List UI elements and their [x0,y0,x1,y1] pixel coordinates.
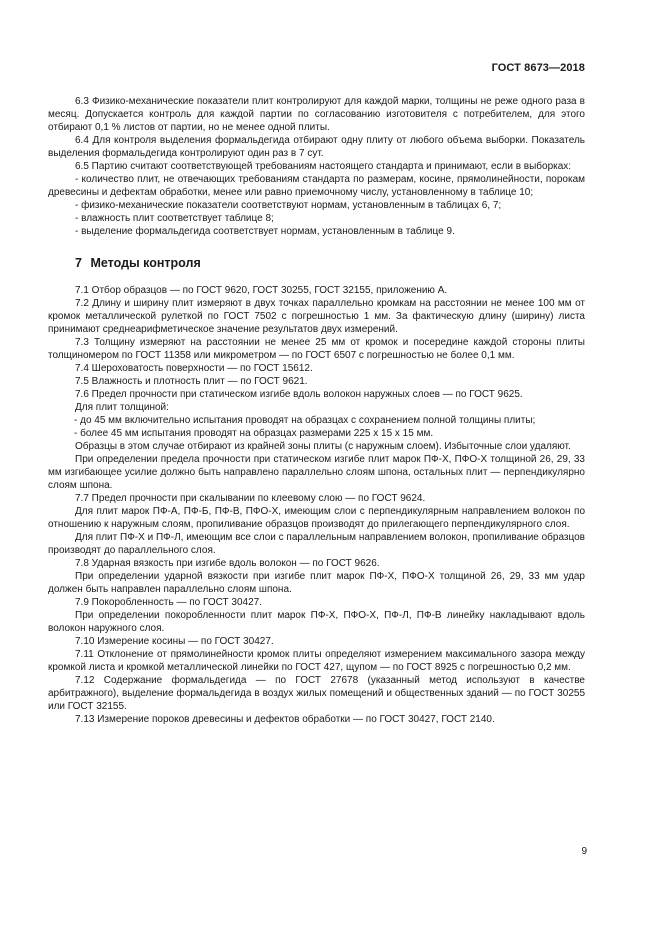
section-title: Методы контроля [90,256,201,270]
paragraph: 7.6 Предел прочности при статическом изгибе вдоль волокон наружных слоев — по ГОСТ 9625. [75,389,523,400]
paragraph: 7.7 Предел прочности при скалывании по клеевому слою — по ГОСТ 9624. [75,493,426,504]
section-number: 7 [75,256,82,270]
list-item: - влажность плит соответствует таблице 8; [75,213,274,224]
document-body [48,95,585,726]
paragraph: 6.4 Для контроля выделения формальдегида отбирают одну плиту от любого объема выборки. Показатель выделения формальдегида контролируют один раз в 7 сут. [48,135,585,159]
paragraph: 6.5 Партию считают соответствующей требованиям настоящего стандарта и принимают, если в выборках: [75,161,572,172]
paragraph: 7.12 Содержание формальдегида — по ГОСТ 27678 (указанный метод используют в качестве арбитражного), выделение формальдегида в воздух жилых помещений и общественных зданий — по ГОСТ 30255 или ГОСТ 32155. [48,675,585,712]
paragraph: 7.2 Длину и ширину плит измеряют в двух точках параллельно кромкам на расстоянии не менее 100 мм от кромок металлической рулеткой по ГОСТ 7502 с погрешностью 1 мм. За фактическую длину (ширину) листа принимают среднеарифметическое значение результатов двух измерений. [48,298,585,335]
list-item: - более 45 мм испытания проводят на образцах размерами 225 х 15 х 15 мм. [74,428,434,439]
paragraph: Для плит толщиной: [75,402,169,413]
list-item: - количество плит, не отвечающих требованиям стандарта по размерам, косине, прямолинейности, порокам древесины и дефектам обработки, менее или равно приемочному числу, установленному в таблице 10; [48,174,585,198]
paragraph: 7.8 Ударная вязкость при изгибе вдоль волокон — по ГОСТ 9626. [75,558,380,569]
paragraph: Образцы в этом случае отбирают из крайней зоны плиты (с наружным слоем). Избыточные слои удаляют. [75,441,571,452]
list-item: - до 45 мм включительно испытания проводят на образцах с сохранением полной толщины плиты; [74,415,536,426]
paragraph: При определении покоробленности плит марок ПФ-Х, ПФО-Х, ПФ-Л, ПФ-В линейку накладывают вдоль волокон наружного слоя. [48,610,585,634]
paragraph: При определении ударной вязкости при изгибе плит марок ПФ-Х, ПФО-Х толщиной 26, 29, 33 мм удар должен быть направлен параллельно слоям шпона. [48,571,585,595]
page-number: 9 [581,846,587,857]
paragraph: 7.4 Шероховатость поверхности — по ГОСТ 15612. [75,363,313,374]
section-heading [75,257,585,270]
paragraph: 6.3 Физико-механические показатели плит контролируют для каждой марки, толщины не реже одного раза в месяц. Допускается контроль для каждой партии по согласованию изготовителя с потребителем, для этого отбирают 0,1 % листов от партии, но не менее одной плиты. [48,96,585,133]
paragraph: Для плит ПФ-Х и ПФ-Л, имеющим все слои с параллельным направлением волокон, пропиливание образцов производят до параллельного слоя. [48,532,585,556]
paragraph: 7.1 Отбор образцов — по ГОСТ 9620, ГОСТ 30255, ГОСТ 32155, приложению А. [75,285,448,296]
paragraph: 7.9 Покоробленность — по ГОСТ 30427. [75,597,262,608]
paragraph: 7.11 Отклонение от прямолинейности кромок плиты определяют измерением максимального зазора между кромкой листа и кромкой металлической линейки по ГОСТ 427, щупом — по ГОСТ 8925 с погрешностью 0,2 мм. [48,649,585,673]
paragraph: 7.10 Измерение косины — по ГОСТ 30427. [75,636,274,647]
paragraph: 7.3 Толщину измеряют на расстоянии не менее 25 мм от кромок и посередине каждой стороны плиты толщиномером по ГОСТ 11358 или микрометром — по ГОСТ 6507 с погрешностью не более 0,1 мм. [48,337,585,361]
paragraph: Для плит марок ПФ-А, ПФ-Б, ПФ-В, ПФО-Х, имеющим слои с перпендикулярным направлением волокон по отношению к наружным слоям, пропиливание образцов производят до прилегающего перпендикулярного слоя. [48,506,585,530]
list-item: - выделение формальдегида соответствует нормам, установленным в таблице 9. [75,226,455,237]
document-id-header: ГОСТ 8673—2018 [491,62,585,74]
paragraph: 7.13 Измерение пороков древесины и дефектов обработки — по ГОСТ 30427, ГОСТ 2140. [75,714,495,725]
paragraph: 7.5 Влажность и плотность плит — по ГОСТ 9621. [75,376,308,387]
list-item: - физико-механические показатели соответствуют нормам, установленным в таблицах 6, 7; [75,200,502,211]
paragraph: При определении предела прочности при статическом изгибе плит марок ПФ-Х, ПФО-Х толщиной 26, 29, 33 мм изгибающее усилие должно быть направлено параллельно слоям шпона, остальных плит — перпендикулярно слоям шпона. [48,454,585,491]
